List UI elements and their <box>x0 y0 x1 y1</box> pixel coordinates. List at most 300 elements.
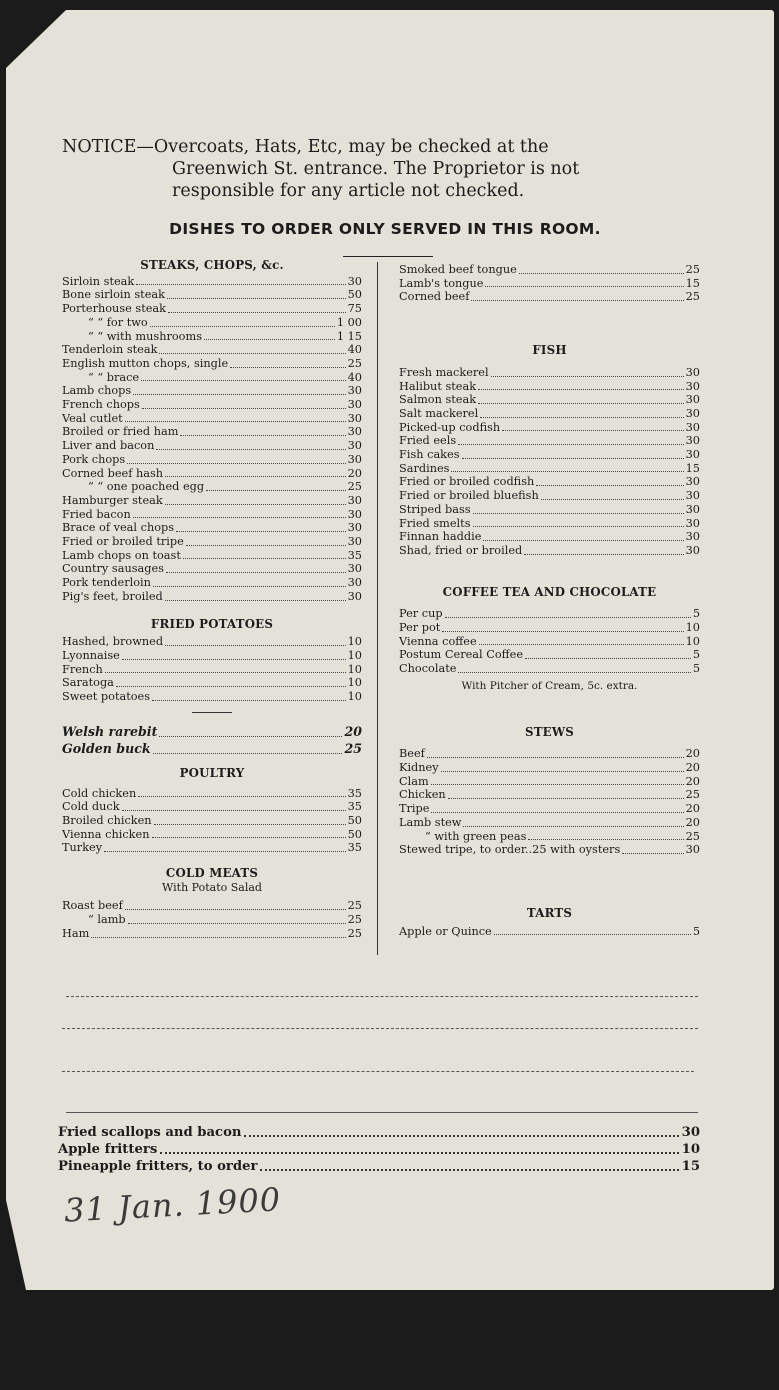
menu-item <box>62 521 362 535</box>
item-price: 30 <box>685 393 700 407</box>
menu-item <box>62 494 362 508</box>
potatoes-list <box>62 635 362 704</box>
dot-leader <box>478 389 684 390</box>
right-column <box>399 263 700 938</box>
item-price: 15 <box>685 461 700 475</box>
menu-item <box>399 830 700 844</box>
item-price: 30 <box>347 398 362 412</box>
item-price: 5 <box>692 924 700 938</box>
item-price: 30 <box>347 493 362 507</box>
item-name: Per cup <box>399 607 443 621</box>
item-price: 10 <box>347 648 362 662</box>
item-name: Shad, fried or broiled <box>399 543 523 557</box>
menu-item <box>399 816 700 830</box>
menu-item <box>399 462 700 476</box>
dot-leader <box>176 531 346 532</box>
dot-leader <box>473 526 684 527</box>
item-price: 30 <box>685 365 700 379</box>
item-price: 30 <box>681 1125 700 1140</box>
item-price: 50 <box>347 813 362 827</box>
item-price: 20 <box>685 747 700 761</box>
item-price: 30 <box>685 406 700 420</box>
item-name: Sweet potatoes <box>62 690 151 704</box>
dot-leader <box>127 463 345 464</box>
dot-leader <box>154 824 346 825</box>
item-name: Per pot <box>399 621 441 635</box>
item-name: Picked-up codfish <box>399 420 501 434</box>
item-price: 20 <box>344 723 362 739</box>
left-column <box>62 259 362 941</box>
dot-leader <box>525 658 691 659</box>
item-name: Apple fritters <box>58 1142 158 1157</box>
item-name: Tripe <box>399 802 430 816</box>
item-price: 35 <box>347 548 362 562</box>
item-name: Tenderloin steak <box>62 343 158 357</box>
dot-leader <box>152 700 346 701</box>
item-name: Vienna chicken <box>62 827 150 841</box>
item-price: 30 <box>685 516 700 530</box>
item-name: Fried scallops and bacon <box>58 1125 242 1140</box>
item-name: “ “ brace <box>88 370 140 384</box>
dot-leader <box>141 380 346 381</box>
section-title-steaks: STEAKS, CHOPS, &c. <box>140 258 284 272</box>
menu-item <box>62 425 362 439</box>
menu-item <box>399 635 700 649</box>
notice-line-1: NOTICE—Overcoats, Hats, Etc, may be checked at the <box>62 137 549 157</box>
dot-leader <box>483 540 683 541</box>
item-price: 1 15 <box>336 329 362 343</box>
item-price: 25 <box>347 913 362 927</box>
dot-leader <box>125 421 346 422</box>
dot-leader <box>138 796 345 797</box>
section-title-cold-meats: COLD MEATS <box>165 866 259 881</box>
item-name: Fried smelts <box>399 516 471 530</box>
menu-item <box>399 517 700 531</box>
item-price: 25 <box>685 290 700 304</box>
dot-leader <box>153 586 346 587</box>
menu-item <box>62 480 362 494</box>
dot-leader <box>133 517 346 518</box>
item-name: French chops <box>62 398 140 412</box>
menu-item <box>399 366 700 380</box>
item-price: 50 <box>347 288 362 302</box>
menu-item <box>399 621 700 635</box>
item-name: Golden buck <box>62 740 151 756</box>
item-price: 25 <box>347 899 362 913</box>
dot-leader <box>204 339 335 340</box>
item-price: 30 <box>347 452 362 466</box>
menu-item <box>399 662 700 676</box>
notice-line-2: Greenwich St. entrance. The Proprietor is not <box>172 159 580 179</box>
menu-item <box>62 535 362 549</box>
item-price: 30 <box>347 384 362 398</box>
item-name: Cold duck <box>62 800 120 814</box>
menu-item <box>399 393 700 407</box>
dot-leader <box>159 353 345 354</box>
dot-leader <box>479 644 684 645</box>
dot-leader <box>116 686 346 687</box>
item-price: 40 <box>347 370 362 384</box>
cream-note: With Pitcher of Cream, 5c. extra. <box>461 679 638 692</box>
item-name: Pork tenderloin <box>62 576 151 590</box>
cold-meats-list <box>62 899 362 940</box>
menu-item <box>62 398 362 412</box>
item-name: Cold chicken <box>62 786 137 800</box>
item-name: Ham <box>62 926 90 940</box>
blank-line-4 <box>66 1112 698 1113</box>
item-price: 30 <box>347 439 362 453</box>
item-price: 25 <box>685 263 700 276</box>
specials-list <box>58 1124 700 1175</box>
item-price: 10 <box>347 690 362 704</box>
section-title-potatoes: FRIED POTATOES <box>150 616 274 631</box>
item-price: 1 00 <box>336 315 362 329</box>
dot-leader <box>448 798 684 799</box>
dot-leader <box>441 771 684 772</box>
menu-item <box>58 1141 700 1158</box>
item-name: Clam <box>399 774 429 788</box>
tarts-list <box>399 925 700 939</box>
item-name: Stewed tripe, to order..25 with oysters <box>399 843 621 857</box>
menu-item <box>399 607 700 621</box>
item-name: Salt mackerel <box>399 406 479 420</box>
menu-item <box>62 841 362 855</box>
cold-meats-subtitle: With Potato Salad <box>162 880 262 894</box>
dot-leader <box>442 631 683 632</box>
item-price: 30 <box>347 535 362 549</box>
item-name: Broiled chicken <box>62 813 152 827</box>
dot-leader <box>167 298 346 299</box>
menu-item <box>62 467 362 481</box>
dot-leader <box>541 499 684 500</box>
dot-leader <box>480 417 683 418</box>
dot-leader <box>168 312 346 313</box>
item-price: 30 <box>347 562 362 576</box>
item-price: 25 <box>347 480 362 494</box>
item-name: Lamb chops on toast <box>62 548 181 562</box>
item-name: Chicken <box>399 788 446 802</box>
menu-item <box>62 316 362 330</box>
item-price: 30 <box>347 274 362 288</box>
item-price: 5 <box>692 662 700 676</box>
menu-item <box>399 380 700 394</box>
dot-leader <box>150 326 335 327</box>
menu-item <box>62 288 362 302</box>
dot-leader <box>104 851 346 852</box>
item-name: Chocolate <box>399 662 457 676</box>
dot-leader <box>519 273 684 274</box>
dot-leader <box>458 444 683 445</box>
dot-leader <box>160 1152 678 1154</box>
item-name: Sardines <box>399 461 450 475</box>
blank-line-3 <box>62 1071 694 1072</box>
menu-item <box>62 828 362 842</box>
heading-rule <box>343 256 433 257</box>
menu-item <box>399 407 700 421</box>
dot-leader <box>445 617 691 618</box>
menu-item <box>62 740 362 757</box>
poultry-list <box>62 787 362 856</box>
item-name: Pineapple fritters, to order <box>58 1159 258 1174</box>
dot-leader <box>105 672 346 673</box>
item-price: 75 <box>347 302 362 316</box>
item-name: Hashed, browned <box>62 635 164 649</box>
item-price: 20 <box>685 815 700 829</box>
dot-leader <box>122 659 346 660</box>
item-name: Lyonnaise <box>62 648 120 662</box>
item-name: Country sausages <box>62 562 164 576</box>
dot-leader <box>524 554 683 555</box>
menu-item <box>62 723 362 740</box>
menu-item <box>62 649 362 663</box>
menu-item <box>399 843 700 857</box>
menu-item <box>399 277 700 291</box>
item-price: 30 <box>347 576 362 590</box>
dot-leader <box>152 837 346 838</box>
item-price: 30 <box>347 589 362 603</box>
blank-line-2 <box>62 1028 698 1029</box>
item-price: 15 <box>685 276 700 290</box>
menu-item <box>62 899 362 913</box>
menu-item <box>62 927 362 941</box>
dot-leader <box>458 672 690 673</box>
item-name: Welsh rarebit <box>62 723 158 739</box>
menu-item <box>62 357 362 371</box>
dot-leader <box>122 810 346 811</box>
item-price: 30 <box>685 843 700 857</box>
menu-item <box>399 544 700 558</box>
menu-item <box>399 421 700 435</box>
dot-leader <box>502 430 683 431</box>
item-name: Veal cutlet <box>62 411 123 425</box>
coffee-list <box>399 607 700 676</box>
item-name: Postum Cereal Coffee <box>399 648 524 662</box>
item-price: 25 <box>685 788 700 802</box>
column-divider <box>377 262 378 955</box>
dot-leader <box>91 937 345 938</box>
dot-leader <box>156 449 345 450</box>
menu-item <box>399 802 700 816</box>
menu-item <box>62 549 362 563</box>
item-name: Pork chops <box>62 452 126 466</box>
item-price: 5 <box>692 607 700 621</box>
item-price: 20 <box>685 802 700 816</box>
item-name: “ with green peas <box>425 829 527 843</box>
dot-leader <box>473 513 684 514</box>
dot-leader <box>165 600 346 601</box>
dot-leader <box>230 367 345 368</box>
item-name: Vienna coffee <box>399 634 477 648</box>
item-price: 40 <box>347 343 362 357</box>
item-price: 30 <box>685 475 700 489</box>
item-price: 30 <box>347 507 362 521</box>
item-name: Corned beef hash <box>62 466 164 480</box>
dot-leader <box>536 485 683 486</box>
fish-list <box>399 366 700 558</box>
menu-item <box>399 489 700 503</box>
item-price: 10 <box>347 676 362 690</box>
menu-item <box>399 775 700 789</box>
menu-item <box>62 439 362 453</box>
item-price: 10 <box>347 635 362 649</box>
item-price: 35 <box>347 800 362 814</box>
menu-item <box>399 761 700 775</box>
item-price: 30 <box>685 379 700 393</box>
dot-leader <box>471 300 683 301</box>
item-name: Roast beef <box>62 899 123 913</box>
dot-leader <box>128 923 346 924</box>
item-price: 35 <box>347 786 362 800</box>
item-price: 30 <box>685 434 700 448</box>
menu-item <box>399 475 700 489</box>
item-name: Finnan haddie <box>399 530 482 544</box>
item-name: Sirloin steak <box>62 274 135 288</box>
item-name: Fried bacon <box>62 507 131 521</box>
item-name: Brace of veal chops <box>62 521 175 535</box>
menu-item <box>62 814 362 828</box>
menu-item <box>62 275 362 289</box>
item-price: 20 <box>685 774 700 788</box>
item-price: 10 <box>347 662 362 676</box>
item-price: 30 <box>685 489 700 503</box>
item-name: Fresh mackerel <box>399 365 489 379</box>
item-price: 20 <box>347 466 362 480</box>
dot-leader <box>478 403 684 404</box>
menu-item <box>399 290 700 304</box>
dot-leader <box>494 934 691 935</box>
item-name: Corned beef <box>399 290 470 304</box>
menu-item <box>62 371 362 385</box>
item-name: French <box>62 662 103 676</box>
menu-item <box>62 330 362 344</box>
menu-item <box>62 787 362 801</box>
item-price: 30 <box>685 530 700 544</box>
dot-leader <box>159 736 342 737</box>
menu-item <box>62 913 362 927</box>
menu-item <box>62 576 362 590</box>
dot-leader <box>183 558 346 559</box>
menu-item <box>399 925 700 939</box>
item-name: Fried or broiled codfish <box>399 475 535 489</box>
menu-item <box>58 1158 700 1175</box>
dot-leader <box>165 504 346 505</box>
blank-line-1 <box>66 996 698 997</box>
torn-corner <box>6 10 66 68</box>
item-name: Porterhouse steak <box>62 302 166 316</box>
dot-leader <box>206 490 346 491</box>
item-name: Kidney <box>399 760 439 774</box>
dot-leader <box>451 471 683 472</box>
item-name: Fried eels <box>399 434 457 448</box>
menu-item <box>399 503 700 517</box>
dot-leader <box>125 909 346 910</box>
item-name: Apple or Quince <box>399 924 492 938</box>
rarebit-list <box>62 723 362 757</box>
item-name: Lamb's tongue <box>399 276 484 290</box>
dot-leader <box>431 784 684 785</box>
dot-leader <box>165 645 346 646</box>
menu-item <box>62 635 362 649</box>
dot-leader <box>136 284 345 285</box>
dot-leader <box>166 572 346 573</box>
dot-leader <box>491 376 684 377</box>
menu-item <box>399 448 700 462</box>
item-name: Saratoga <box>62 676 114 690</box>
item-name: Fried or broiled tripe <box>62 535 184 549</box>
dot-leader <box>528 839 683 840</box>
torn-edge <box>6 1200 26 1290</box>
dot-leader <box>186 545 346 546</box>
menu-item <box>62 590 362 604</box>
item-name: Lamb chops <box>62 384 132 398</box>
section-title-tarts: TARTS <box>526 905 573 920</box>
item-name: Smoked beef tongue <box>399 263 517 276</box>
section-title-stews: STEWS <box>524 724 575 739</box>
item-price: 5 <box>692 648 700 662</box>
item-name: Hamburger steak <box>62 493 163 507</box>
menu-item <box>399 263 700 277</box>
item-price: 10 <box>685 621 700 635</box>
section-title-coffee: COFFEE TEA AND CHOCOLATE <box>442 584 657 599</box>
item-price: 30 <box>685 420 700 434</box>
menu-item <box>62 343 362 357</box>
menu-item <box>62 384 362 398</box>
item-name: Pig's feet, broiled <box>62 589 163 603</box>
notice-text <box>62 136 707 202</box>
dot-leader <box>142 408 346 409</box>
item-name: Lamb stew <box>399 815 462 829</box>
item-name: “ “ with mushrooms <box>88 329 202 343</box>
item-name: Striped bass <box>399 502 471 516</box>
menu-item <box>62 453 362 467</box>
item-name: Fried or broiled bluefish <box>399 489 539 503</box>
item-name: Halibut steak <box>399 379 477 393</box>
item-name: Beef <box>399 747 425 761</box>
item-name: “ lamb <box>88 913 126 927</box>
dot-leader <box>462 458 684 459</box>
item-price: 15 <box>681 1159 700 1174</box>
section-title-fish: FISH <box>532 343 567 358</box>
menu-item <box>62 302 362 316</box>
notice-line-3: responsible for any article not checked. <box>172 181 525 201</box>
stews-list <box>399 747 700 843</box>
menu-item <box>62 690 362 704</box>
item-name: Broiled or fried ham <box>62 425 179 439</box>
dot-leader <box>133 394 345 395</box>
item-price: 50 <box>347 827 362 841</box>
dot-leader <box>622 853 683 854</box>
dot-leader <box>165 476 346 477</box>
menu-item <box>399 434 700 448</box>
dot-leader <box>260 1169 678 1171</box>
dot-leader <box>153 753 343 754</box>
dot-leader <box>244 1135 678 1137</box>
menu-item <box>62 508 362 522</box>
menu-item <box>399 747 700 761</box>
section-rule <box>192 712 232 713</box>
item-price: 30 <box>347 521 362 535</box>
item-name: English mutton chops, single <box>62 356 229 370</box>
item-price: 25 <box>344 740 362 756</box>
item-price: 25 <box>347 926 362 940</box>
item-name: Liver and bacon <box>62 439 155 453</box>
menu-item <box>62 412 362 426</box>
stews-last <box>399 843 700 857</box>
item-price: 30 <box>685 543 700 557</box>
dot-leader <box>485 286 683 287</box>
steaks-list <box>62 275 362 604</box>
menu-item <box>62 800 362 814</box>
